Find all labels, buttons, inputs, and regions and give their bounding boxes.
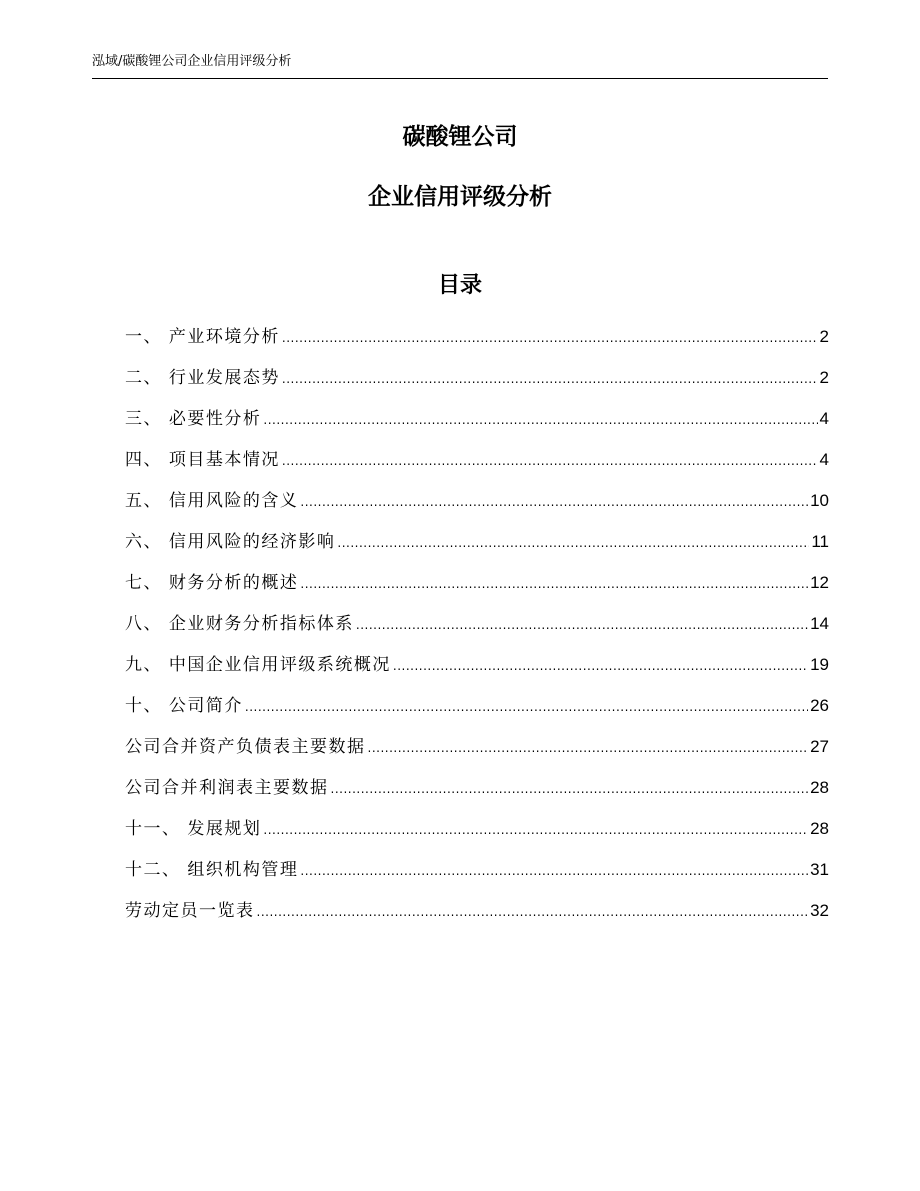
toc-entry[interactable] (125, 570, 829, 611)
toc-entry-number: 十一、 (125, 819, 188, 839)
toc-entry[interactable] (125, 898, 829, 939)
toc-entry-label: 财务分析的概述 (168, 573, 299, 593)
toc-entry-label: 发展规划 (187, 819, 262, 839)
toc-dot-leader (300, 571, 808, 597)
toc-entry-page: 32 (810, 901, 829, 920)
toc-dot-leader (393, 653, 808, 679)
toc-dot-leader (282, 366, 818, 392)
toc-entry[interactable] (125, 775, 829, 816)
toc-dot-leader (263, 817, 808, 843)
toc-entry-label: 项目基本情况 (168, 450, 280, 470)
toc-entry-label: 劳动定员一览表 (125, 901, 255, 921)
toc-entry-page: 26 (810, 696, 829, 715)
toc-entry-page: 11 (811, 532, 829, 551)
toc-entry-label: 必要性分析 (168, 409, 262, 429)
toc-entry-page: 2 (819, 368, 829, 387)
toc-entry-label: 公司合并利润表主要数据 (125, 778, 329, 798)
toc-entry-number: 八、 (125, 614, 169, 634)
toc-entry-label: 产业环境分析 (168, 327, 280, 347)
toc-entry-number: 七、 (125, 573, 169, 593)
table-of-contents (125, 324, 829, 939)
toc-entry[interactable] (125, 324, 829, 365)
toc-entry-label: 行业发展态势 (168, 368, 280, 388)
running-header-text: 泓域/碳酸锂公司企业信用评级分析 (92, 54, 292, 69)
toc-dot-leader (300, 858, 808, 884)
toc-entry-label: 组织机构管理 (187, 860, 299, 880)
toc-entry-label: 公司简介 (168, 696, 243, 716)
toc-entry-page: 4 (819, 409, 829, 428)
toc-entry-number: 六、 (125, 532, 169, 552)
toc-entry[interactable] (125, 652, 829, 693)
toc-entry-page: 28 (810, 778, 829, 797)
toc-entry-number: 二、 (125, 368, 169, 388)
toc-dot-leader (331, 776, 809, 802)
toc-entry[interactable] (125, 365, 829, 406)
toc-dot-leader (337, 530, 809, 556)
document-title: 碳酸锂公司 (402, 124, 518, 150)
toc-entry-page: 2 (819, 327, 829, 346)
toc-entry[interactable] (125, 816, 829, 857)
toc-entry-number: 十、 (125, 696, 169, 716)
toc-entry[interactable] (125, 447, 829, 488)
toc-entry[interactable] (125, 488, 829, 529)
toc-entry-label: 中国企业信用评级系统概况 (168, 655, 391, 675)
toc-entry[interactable] (125, 611, 829, 652)
toc-dot-leader (300, 489, 808, 515)
toc-entry[interactable] (125, 734, 829, 775)
toc-entry-number: 十二、 (125, 860, 188, 880)
toc-dot-leader (245, 694, 808, 720)
toc-dot-leader (356, 612, 808, 638)
toc-dot-leader (368, 735, 809, 761)
toc-entry-label: 公司合并资产负债表主要数据 (125, 737, 366, 757)
toc-entry-page: 4 (819, 450, 829, 469)
toc-dot-leader (282, 325, 818, 351)
toc-entry-page: 31 (810, 860, 829, 879)
running-header (92, 52, 828, 79)
toc-dot-leader (263, 407, 817, 433)
toc-entry-number: 一、 (125, 327, 169, 347)
toc-dot-leader (282, 448, 818, 474)
toc-entry[interactable] (125, 529, 829, 570)
toc-entry-label: 信用风险的含义 (168, 491, 299, 511)
toc-entry-page: 14 (810, 614, 829, 633)
toc-entry[interactable] (125, 857, 829, 898)
toc-dot-leader (257, 899, 809, 925)
document-subtitle: 企业信用评级分析 (368, 184, 552, 210)
toc-entry-number: 四、 (125, 450, 169, 470)
toc-entry-page: 28 (810, 819, 829, 838)
toc-entry[interactable] (125, 693, 829, 734)
toc-heading: 目录 (437, 273, 482, 298)
toc-entry-number: 五、 (125, 491, 169, 511)
toc-entry-number: 三、 (125, 409, 169, 429)
toc-entry-page: 19 (810, 655, 829, 674)
toc-entry-label: 信用风险的经济影响 (168, 532, 336, 552)
toc-entry-page: 10 (810, 491, 829, 510)
toc-entry-label: 企业财务分析指标体系 (168, 614, 354, 634)
toc-entry[interactable] (125, 406, 829, 447)
toc-entry-page: 12 (810, 573, 829, 592)
toc-entry-number: 九、 (125, 655, 169, 675)
toc-entry-page: 27 (810, 737, 829, 756)
